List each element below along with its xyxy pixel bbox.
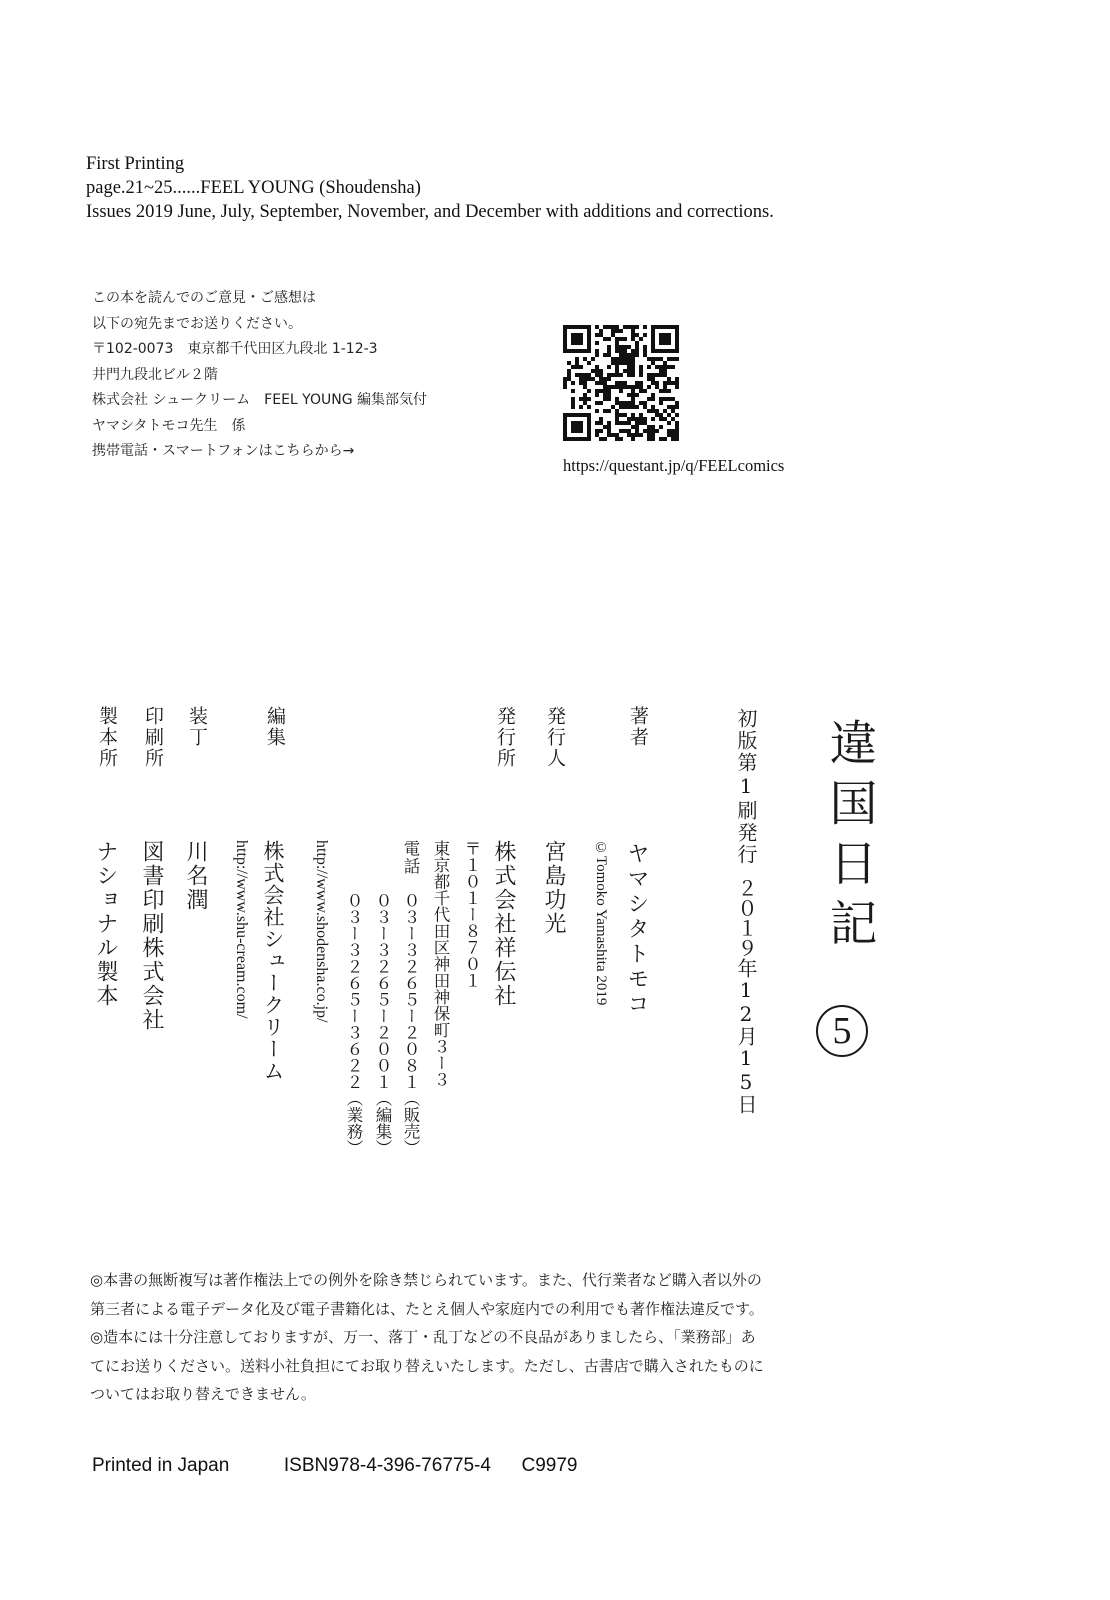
phone-sales: ０３ー３２６５ー２０８１（販売） — [401, 892, 420, 1156]
edition-date: ２０１９年12月15日 — [734, 878, 758, 1114]
editor-url[interactable]: http://www.shu-cream.com/ — [233, 840, 250, 1019]
phone-label: 電話 — [401, 840, 420, 875]
printer-name: 図書印刷株式会社 — [139, 840, 164, 1032]
editor-label: 編集 — [264, 706, 286, 748]
editor-name: 株式会社シュークリーム — [261, 840, 285, 1082]
design-label: 装丁 — [186, 706, 208, 748]
publisher-address: 東京都千代田区神田神保町３ー３ — [431, 840, 450, 1088]
feedback-line: 以下の宛先までお送りください。 — [92, 315, 302, 332]
feedback-line: 井門九段北ビル２階 — [92, 366, 218, 383]
printer-label: 印刷所 — [142, 706, 164, 769]
feedback-line: この本を読んでのご意見・ご感想は — [92, 290, 316, 306]
footer-line — [92, 1455, 577, 1477]
publisher-postal-code: 〒１０１ー８７０１ — [462, 840, 481, 989]
publisher-person-name: 宮島功光 — [541, 840, 566, 936]
notice-line: ◎造本には十分注意しておりますが、万一、落丁・乱丁などの不良品がありましたら、「業務部」あ — [90, 1328, 756, 1346]
author-name: ヤマシタトモコ — [624, 842, 649, 1017]
feedback-address-block — [92, 286, 427, 465]
qr-url-link[interactable]: https://questant.jp/q/FEELcomics — [563, 456, 785, 475]
publisher-label: 発行所 — [494, 706, 516, 769]
first-printing-line2: Issues 2019 June, July, September, November, and December with additions and corrections. — [86, 202, 774, 222]
notice-line: てにお送りください。送料小社負担にてお取り替えいたします。ただし、古書店で購入されたものに — [90, 1356, 764, 1375]
publisher-person-label: 発行人 — [544, 706, 566, 769]
edition-label: 初版第1刷発行 — [734, 708, 758, 866]
author-label: 著者 — [627, 706, 649, 748]
feedback-line: 携帯電話・スマートフォンはこちらから→ — [92, 443, 355, 459]
qr-code-icon[interactable] — [563, 325, 679, 441]
publisher-name: 株式会社祥伝社 — [491, 840, 516, 1008]
notice-line: 第三者による電子データ化及び電子書籍化は、たとえ個人や家庭内での利用でも著作権法違反です。 — [90, 1299, 764, 1318]
publisher-url[interactable]: http://www.shodensha.co.jp/ — [313, 840, 330, 1023]
copyright-notice: ©Tomoko Yamashita 2019 — [593, 840, 609, 1006]
copyright-notice-block — [90, 1266, 764, 1409]
feedback-line: 株式会社 シュークリーム FEEL YOUNG 編集部気付 — [92, 392, 427, 408]
first-printing-block — [86, 152, 774, 224]
first-printing-heading: First Printing — [86, 154, 185, 174]
binder-label: 製本所 — [96, 706, 118, 769]
notice-line: ついてはお取り替えできません。 — [90, 1385, 316, 1403]
isbn: ISBN978-4-396-76775-4 — [283, 1455, 491, 1476]
book-title: 違国日記 — [821, 718, 877, 958]
volume-number-badge: 5 — [816, 1005, 868, 1057]
phone-editorial: ０３ー３２６５ー２００１（編集） — [373, 892, 392, 1156]
feedback-line: 〒102-0073 東京都千代田区九段北 1-12-3 — [92, 341, 378, 357]
binder-name: ナショナル製本 — [93, 840, 118, 1008]
classification-code: C9979 — [521, 1455, 578, 1476]
notice-line: ◎本書の無断複写は著作権法上での例外を除き禁じられています。また、代行業者など購入者以外の — [90, 1271, 762, 1289]
first-printing-line1: page.21~25......FEEL YOUNG (Shoudensha) — [86, 178, 421, 198]
printed-in: Printed in Japan — [92, 1455, 230, 1476]
feedback-line: ヤマシタトモコ先生 係 — [92, 417, 246, 434]
design-name: 川名潤 — [183, 840, 208, 912]
phone-business: ０３ー３２６５ー３６２２（業務） — [344, 892, 363, 1156]
